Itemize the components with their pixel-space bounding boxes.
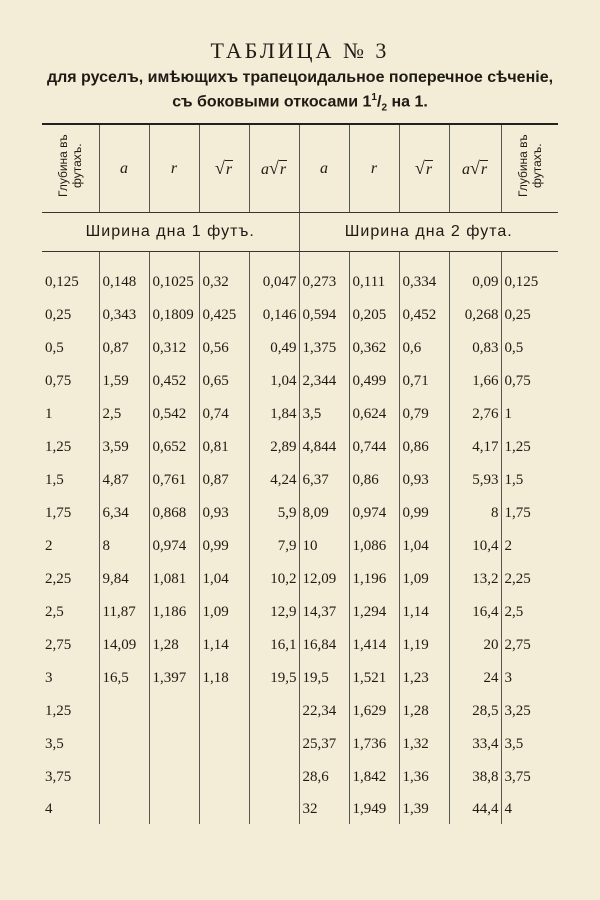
cell-r-right: 1,842 [349, 761, 399, 794]
cell-a-sqrt-r-right: 38,8 [449, 761, 501, 794]
a-prefix: a [461, 161, 470, 178]
cell-a-right: 0,273 [299, 266, 349, 299]
cell-r-right: 1,629 [349, 695, 399, 728]
cell-r-right: 0,86 [349, 464, 399, 497]
cell-a-sqrt-r-right: 0,09 [449, 266, 501, 299]
cell-depth-right: 3,5 [501, 728, 558, 761]
cell-depth-right: 0,5 [501, 332, 558, 365]
subtitle-line2-end: на 1. [387, 93, 428, 111]
cell-a-right: 10 [299, 530, 349, 563]
cell-a-sqrt-r-left [249, 761, 299, 794]
cell-a-sqrt-r-left: 4,24 [249, 464, 299, 497]
cell-r-right: 1,949 [349, 794, 399, 824]
cell-r-right: 1,521 [349, 662, 399, 695]
table-row [42, 629, 558, 662]
cell-r-right: 1,414 [349, 629, 399, 662]
data-table [42, 123, 558, 824]
cell-a-sqrt-r-right: 4,17 [449, 431, 501, 464]
cell-a-right: 32 [299, 794, 349, 824]
table-title: ТАБЛИЦА № 3 [210, 38, 390, 63]
cell-a-sqrt-r-right: 2,76 [449, 398, 501, 431]
cell-a-sqrt-r-left: 5,9 [249, 497, 299, 530]
cell-a-sqrt-r-left [249, 728, 299, 761]
cell-depth-right: 1,25 [501, 431, 558, 464]
cell-sqrt-r-left: 0,32 [199, 266, 249, 299]
cell-r-left [149, 695, 199, 728]
cell-depth-left: 1,5 [45, 472, 64, 488]
cell-r-right: 0,111 [349, 266, 399, 299]
table-body [42, 266, 558, 824]
table-row [42, 695, 558, 728]
cell-r-left [149, 761, 199, 794]
cell-r-left: 0,868 [149, 497, 199, 530]
cell-r-left [149, 728, 199, 761]
cell-a-left: 2,5 [99, 398, 149, 431]
cell-a-left: 14,09 [99, 629, 149, 662]
cell-a-left: 0,87 [99, 332, 149, 365]
cell-a-right: 3,5 [299, 398, 349, 431]
cell-r-left: 1,28 [149, 629, 199, 662]
cell-r-right: 0,974 [349, 497, 399, 530]
table-subtitle-line1: для руселъ, имѣющихъ трапецоидальное поперечное сѣченіе, [46, 69, 554, 86]
cell-a-right: 0,594 [299, 299, 349, 332]
section-row [42, 213, 558, 252]
header-a-sqrt-r-right [449, 124, 501, 213]
a-prefix: a [260, 161, 269, 178]
sqrt-sign: √ [268, 158, 279, 178]
table-row [42, 431, 558, 464]
cell-a-sqrt-r-left [249, 794, 299, 824]
cell-depth-right: 2,25 [501, 563, 558, 596]
cell-depth-right: 1,5 [501, 464, 558, 497]
sqrt-sign: √ [414, 158, 425, 178]
cell-r-left: 0,312 [149, 332, 199, 365]
cell-a-sqrt-r-right: 44,4 [449, 794, 501, 824]
cell-sqrt-r-right: 1,39 [399, 794, 449, 824]
cell-r-right: 0,744 [349, 431, 399, 464]
cell-a-sqrt-r-right: 5,93 [449, 464, 501, 497]
cell-depth-right: 2 [501, 530, 558, 563]
table-row [42, 365, 558, 398]
cell-r-left: 0,974 [149, 530, 199, 563]
cell-sqrt-r-left [199, 695, 249, 728]
section-left-label: Ширина дна 1 футъ. [42, 213, 299, 252]
table-subtitle-line2 [0, 92, 600, 114]
cell-sqrt-r-right: 0,334 [399, 266, 449, 299]
cell-sqrt-r-right: 1,32 [399, 728, 449, 761]
header-depth-right: Глубина въ футахъ. [501, 124, 558, 213]
cell-a-sqrt-r-right: 13,2 [449, 563, 501, 596]
subtitle-line2-text: съ боковыми откосами 1 [172, 93, 372, 111]
cell-a-sqrt-r-left: 19,5 [249, 662, 299, 695]
cell-depth-right: 3,75 [501, 761, 558, 794]
cell-depth-left: 1,75 [45, 505, 72, 521]
cell-sqrt-r-right: 1,19 [399, 629, 449, 662]
cell-sqrt-r-left [199, 761, 249, 794]
cell-depth-right: 1,75 [501, 497, 558, 530]
cell-a-sqrt-r-right: 10,4 [449, 530, 501, 563]
cell-a-left [99, 794, 149, 824]
cell-a-right: 22,34 [299, 695, 349, 728]
cell-a-right: 2,344 [299, 365, 349, 398]
header-row [42, 124, 558, 213]
cell-r-right: 1,294 [349, 596, 399, 629]
cell-a-sqrt-r-left: 1,84 [249, 398, 299, 431]
cell-depth-right: 2,75 [501, 629, 558, 662]
cell-r-left: 0,761 [149, 464, 199, 497]
cell-r-left: 0,1025 [149, 266, 199, 299]
cell-sqrt-r-left: 0,93 [199, 497, 249, 530]
table-row [42, 596, 558, 629]
section-right-label: Ширина дна 2 фута. [299, 213, 558, 252]
cell-a-sqrt-r-right: 20 [449, 629, 501, 662]
table-row [42, 728, 558, 761]
cell-r-left: 1,081 [149, 563, 199, 596]
cell-a-sqrt-r-left: 7,9 [249, 530, 299, 563]
cell-a-left: 9,84 [99, 563, 149, 596]
cell-depth-left: 2,5 [45, 604, 64, 620]
cell-a-left: 3,59 [99, 431, 149, 464]
cell-a-left: 16,5 [99, 662, 149, 695]
cell-a-sqrt-r-left: 2,89 [249, 431, 299, 464]
cell-a-sqrt-r-right: 0,83 [449, 332, 501, 365]
cell-sqrt-r-left: 0,81 [199, 431, 249, 464]
cell-r-right: 0,624 [349, 398, 399, 431]
cell-sqrt-r-right: 1,36 [399, 761, 449, 794]
cell-depth-left: 0,25 [45, 307, 72, 323]
cell-sqrt-r-right: 0,99 [399, 497, 449, 530]
cell-sqrt-r-left: 1,14 [199, 629, 249, 662]
cell-r-right: 1,086 [349, 530, 399, 563]
cell-a-right: 12,09 [299, 563, 349, 596]
cell-depth-left: 2,75 [45, 637, 72, 653]
cell-sqrt-r-left: 0,425 [199, 299, 249, 332]
cell-a-left: 0,148 [99, 266, 149, 299]
cell-a-left: 1,59 [99, 365, 149, 398]
cell-r-left: 0,1809 [149, 299, 199, 332]
cell-sqrt-r-right: 0,86 [399, 431, 449, 464]
cell-sqrt-r-right: 0,452 [399, 299, 449, 332]
cell-a-right: 28,6 [299, 761, 349, 794]
cell-depth-left: 4 [45, 800, 53, 817]
cell-a-sqrt-r-right: 33,4 [449, 728, 501, 761]
spacer-row [42, 252, 558, 267]
cell-sqrt-r-left [199, 728, 249, 761]
cell-depth-left: 1,25 [45, 703, 72, 719]
table-row [42, 332, 558, 365]
cell-depth-right: 1 [501, 398, 558, 431]
cell-a-sqrt-r-right: 0,268 [449, 299, 501, 332]
cell-depth-left: 0,5 [45, 340, 64, 356]
cell-r-left: 0,452 [149, 365, 199, 398]
cell-r-right: 0,205 [349, 299, 399, 332]
cell-a-sqrt-r-left: 16,1 [249, 629, 299, 662]
cell-a-sqrt-r-right: 8 [449, 497, 501, 530]
cell-sqrt-r-right: 1,09 [399, 563, 449, 596]
cell-depth-left: 0,125 [45, 274, 79, 290]
fraction-denominator: 2 [381, 102, 387, 114]
table-row [42, 530, 558, 563]
cell-a-left [99, 695, 149, 728]
fraction-numerator: 1 [371, 92, 377, 103]
cell-a-left [99, 728, 149, 761]
header-r-left: r [149, 124, 199, 213]
cell-sqrt-r-right: 0,79 [399, 398, 449, 431]
cell-a-left: 4,87 [99, 464, 149, 497]
cell-sqrt-r-left: 1,04 [199, 563, 249, 596]
table-row [42, 398, 558, 431]
cell-depth-right: 4 [501, 794, 558, 824]
cell-sqrt-r-left: 1,09 [199, 596, 249, 629]
sqrt-arg: r [225, 161, 233, 178]
cell-depth-left: 1,25 [45, 439, 72, 455]
header-a-sqrt-r-left [249, 124, 299, 213]
table-row [42, 299, 558, 332]
cell-a-sqrt-r-right: 28,5 [449, 695, 501, 728]
cell-a-right: 4,844 [299, 431, 349, 464]
table-row [42, 266, 558, 299]
table-row [42, 662, 558, 695]
cell-a-left: 6,34 [99, 497, 149, 530]
cell-a-sqrt-r-left: 10,2 [249, 563, 299, 596]
table-row [42, 563, 558, 596]
cell-r-left: 1,397 [149, 662, 199, 695]
cell-sqrt-r-right: 0,93 [399, 464, 449, 497]
cell-sqrt-r-left: 0,74 [199, 398, 249, 431]
cell-depth-left: 3 [45, 670, 53, 686]
cell-a-sqrt-r-left [249, 695, 299, 728]
cell-a-sqrt-r-right: 1,66 [449, 365, 501, 398]
table-row [42, 464, 558, 497]
fraction-slash: / [376, 93, 382, 111]
cell-a-right: 19,5 [299, 662, 349, 695]
cell-a-right: 16,84 [299, 629, 349, 662]
cell-sqrt-r-right: 1,04 [399, 530, 449, 563]
cell-depth-left: 3,5 [45, 736, 64, 752]
cell-r-left: 1,186 [149, 596, 199, 629]
cell-sqrt-r-right: 1,23 [399, 662, 449, 695]
sqrt-arg: r [425, 161, 433, 178]
sqrt-sign: √ [214, 158, 225, 178]
cell-depth-left: 3,75 [45, 769, 72, 785]
header-a-left: a [99, 124, 149, 213]
cell-a-right: 8,09 [299, 497, 349, 530]
cell-depth-right: 3 [501, 662, 558, 695]
cell-depth-right: 0,75 [501, 365, 558, 398]
header-a-right: a [299, 124, 349, 213]
cell-sqrt-r-right: 0,6 [399, 332, 449, 365]
cell-a-sqrt-r-right: 16,4 [449, 596, 501, 629]
cell-a-sqrt-r-left: 12,9 [249, 596, 299, 629]
cell-a-right: 6,37 [299, 464, 349, 497]
cell-r-right: 0,362 [349, 332, 399, 365]
cell-a-right: 14,37 [299, 596, 349, 629]
cell-r-right: 1,196 [349, 563, 399, 596]
cell-a-sqrt-r-left: 1,04 [249, 365, 299, 398]
cell-a-left: 8 [99, 530, 149, 563]
cell-a-right: 1,375 [299, 332, 349, 365]
header-sqrt-r-left [199, 124, 249, 213]
cell-sqrt-r-right: 1,14 [399, 596, 449, 629]
table-row [42, 761, 558, 794]
header-r-right: r [349, 124, 399, 213]
cell-r-left: 0,542 [149, 398, 199, 431]
cell-r-right: 0,499 [349, 365, 399, 398]
cell-a-left: 11,87 [99, 596, 149, 629]
cell-depth-right: 3,25 [501, 695, 558, 728]
cell-sqrt-r-left: 1,18 [199, 662, 249, 695]
cell-a-sqrt-r-left: 0,49 [249, 332, 299, 365]
cell-sqrt-r-left: 0,65 [199, 365, 249, 398]
cell-depth-right: 2,5 [501, 596, 558, 629]
cell-depth-left: 1 [45, 406, 53, 422]
cell-a-sqrt-r-left: 0,146 [249, 299, 299, 332]
cell-sqrt-r-right: 0,71 [399, 365, 449, 398]
cell-r-right: 1,736 [349, 728, 399, 761]
header-sqrt-r-right [399, 124, 449, 213]
cell-a-sqrt-r-right: 24 [449, 662, 501, 695]
table-row [42, 497, 558, 530]
cell-a-sqrt-r-left: 0,047 [249, 266, 299, 299]
cell-a-left: 0,343 [99, 299, 149, 332]
sqrt-sign: √ [469, 158, 480, 178]
cell-sqrt-r-left: 0,56 [199, 332, 249, 365]
table-row [42, 794, 558, 824]
sqrt-arg: r [480, 161, 488, 178]
sqrt-arg: r [279, 161, 287, 178]
cell-sqrt-r-right: 1,28 [399, 695, 449, 728]
cell-depth-left: 2,25 [45, 571, 72, 587]
cell-r-left [149, 794, 199, 824]
cell-depth-left: 2 [45, 538, 53, 554]
cell-sqrt-r-left: 0,87 [199, 464, 249, 497]
cell-a-right: 25,37 [299, 728, 349, 761]
cell-depth-right: 0,25 [501, 299, 558, 332]
cell-r-left: 0,652 [149, 431, 199, 464]
cell-sqrt-r-left [199, 794, 249, 824]
cell-a-left [99, 761, 149, 794]
cell-depth-left: 0,75 [45, 373, 72, 389]
header-depth-left: Глубина въ футахъ. [42, 124, 99, 213]
cell-depth-right: 0,125 [501, 266, 558, 299]
cell-sqrt-r-left: 0,99 [199, 530, 249, 563]
